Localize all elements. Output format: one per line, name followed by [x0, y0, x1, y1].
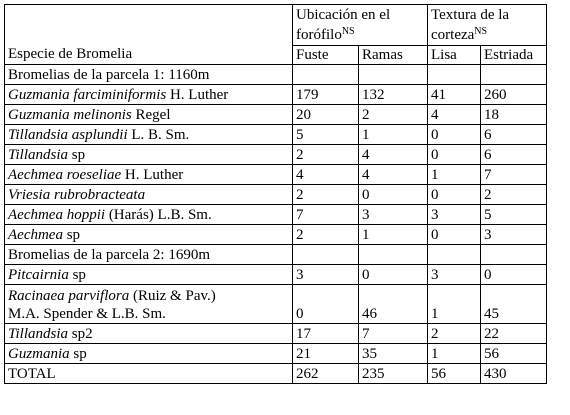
value-fuste: 20	[293, 105, 359, 125]
species-name-line1	[8, 287, 289, 305]
value-estriada: 0	[481, 265, 547, 285]
value-lisa: 0	[428, 145, 481, 165]
subcol-header-ramas: Ramas	[359, 46, 428, 65]
total-label: TOTAL	[5, 364, 293, 384]
species-name	[5, 225, 293, 245]
species-name-author: sp	[62, 227, 81, 243]
empty-cell	[359, 65, 428, 85]
table-row	[5, 185, 547, 205]
species-name	[5, 145, 293, 165]
table-row	[5, 105, 547, 125]
value-lisa: 3	[428, 265, 481, 285]
value-ramas: 46	[359, 285, 428, 324]
species-name-author: Regel	[131, 107, 171, 123]
species-name	[5, 205, 293, 225]
total-value-ramas: 235	[359, 364, 428, 384]
species-name	[5, 85, 293, 105]
value-ramas: 132	[359, 85, 428, 105]
value-ramas: 4	[359, 165, 428, 185]
subcol-header-estriada: Estriada	[481, 46, 547, 65]
value-ramas: 0	[359, 265, 428, 285]
empty-cell	[428, 245, 481, 265]
total-value-lisa: 56	[428, 364, 481, 384]
value-lisa: 0	[428, 225, 481, 245]
value-lisa: 4	[428, 105, 481, 125]
group-header-forofilo	[293, 5, 428, 46]
value-estriada: 2	[481, 185, 547, 205]
species-name-italic: Pitcairnia	[8, 267, 69, 283]
species-name-author: sp	[68, 267, 86, 283]
subcol-header-lisa: Lisa	[428, 46, 481, 65]
species-name	[5, 265, 293, 285]
species-name-italic: Guzmania melinonis	[8, 107, 132, 123]
value-ramas: 7	[359, 324, 428, 344]
value-estriada: 3	[481, 225, 547, 245]
value-fuste: 2	[293, 225, 359, 245]
species-name-author: sp	[68, 147, 86, 163]
species-name-italic: Aechmea	[8, 227, 63, 243]
value-lisa: 1	[428, 285, 481, 324]
table-row	[5, 205, 547, 225]
group-header-corteza	[428, 5, 547, 46]
species-name	[5, 324, 293, 344]
species-name-italic: Aechmea roeseliae	[8, 167, 122, 183]
table-row	[5, 265, 547, 285]
empty-cell	[481, 65, 547, 85]
species-name	[5, 344, 293, 364]
value-fuste: 7	[293, 205, 359, 225]
species-name	[5, 285, 293, 324]
value-fuste: 179	[293, 85, 359, 105]
value-fuste: 2	[293, 185, 359, 205]
value-fuste: 5	[293, 125, 359, 145]
value-lisa: 41	[428, 85, 481, 105]
value-estriada: 260	[481, 85, 547, 105]
species-name-italic: Guzmania	[8, 346, 70, 362]
value-estriada: 18	[481, 105, 547, 125]
subcol-header-fuste: Fuste	[293, 46, 359, 65]
species-name-italic: Tillandsia	[8, 147, 69, 163]
value-fuste: 4	[293, 165, 359, 185]
empty-cell	[428, 65, 481, 85]
species-name-author: (Ruiz & Pav.)	[129, 288, 216, 304]
species-name-line2: M.A. Spender & L.B. Sm.	[8, 306, 166, 322]
value-ramas: 35	[359, 344, 428, 364]
total-value-fuste: 262	[293, 364, 359, 384]
species-name	[5, 185, 293, 205]
table-row	[5, 125, 547, 145]
species-name-italic: Guzmania farciminiformis	[8, 87, 167, 103]
species-name-italic: Tillandsia	[8, 326, 69, 342]
value-ramas: 4	[359, 145, 428, 165]
value-ramas: 3	[359, 205, 428, 225]
species-name	[5, 125, 293, 145]
value-lisa: 1	[428, 344, 481, 364]
table-row	[5, 165, 547, 185]
species-name	[5, 165, 293, 185]
section-row-parcela-1-label: Bromelias de la parcela 1: 1160m	[5, 65, 293, 85]
species-name-author: H. Luther	[121, 167, 184, 183]
empty-cell	[293, 65, 359, 85]
value-fuste: 2	[293, 145, 359, 165]
value-estriada: 5	[481, 205, 547, 225]
value-estriada: 6	[481, 125, 547, 145]
value-lisa: 0	[428, 125, 481, 145]
species-name-italic: Vriesia rubrobracteata	[8, 187, 146, 203]
value-ramas: 1	[359, 225, 428, 245]
value-lisa: 2	[428, 324, 481, 344]
species-name-author: L. B. Sm.	[127, 127, 190, 143]
group-header-corteza-sup: NS	[474, 26, 488, 37]
value-ramas: 0	[359, 185, 428, 205]
value-estriada: 6	[481, 145, 547, 165]
table-row	[5, 225, 547, 245]
species-name-author: sp2	[68, 326, 93, 342]
group-header-corteza-title: Textura de la corteza	[431, 7, 510, 43]
section-row-parcela-1	[5, 65, 547, 85]
table-row	[5, 85, 547, 105]
value-fuste: 21	[293, 344, 359, 364]
bromelia-table-page	[4, 4, 546, 409]
species-name-author: sp	[69, 346, 87, 362]
empty-cell	[359, 245, 428, 265]
species-name-author: (Harás) L.B. Sm.	[105, 207, 212, 223]
bromelia-table	[4, 4, 547, 384]
value-fuste: 17	[293, 324, 359, 344]
value-lisa: 0	[428, 185, 481, 205]
empty-cell	[481, 245, 547, 265]
species-column-header	[5, 5, 293, 65]
species-name-italic: Tillandsia asplundii	[8, 127, 128, 143]
value-estriada: 45	[481, 285, 547, 324]
value-estriada: 7	[481, 165, 547, 185]
value-ramas: 2	[359, 105, 428, 125]
value-fuste: 0	[293, 285, 359, 324]
total-row	[5, 364, 547, 384]
value-ramas: 1	[359, 125, 428, 145]
value-lisa: 1	[428, 165, 481, 185]
table-row	[5, 145, 547, 165]
empty-cell	[293, 245, 359, 265]
species-column-header-text: Especie de Bromelia	[8, 46, 133, 62]
group-header-forofilo-sup: NS	[341, 26, 355, 37]
value-lisa: 3	[428, 205, 481, 225]
value-estriada: 56	[481, 344, 547, 364]
total-value-estriada: 430	[481, 364, 547, 384]
table-row	[5, 344, 547, 364]
species-name-italic: Aechmea hoppii	[8, 207, 106, 223]
section-row-parcela-2-label: Bromelias de la parcela 2: 1690m	[5, 245, 293, 265]
value-fuste: 3	[293, 265, 359, 285]
species-name-italic: Racinaea parviflora	[8, 288, 130, 304]
species-name-author: H. Luther	[166, 87, 229, 103]
value-estriada: 22	[481, 324, 547, 344]
section-row-parcela-2	[5, 245, 547, 265]
group-header-forofilo-title: Ubicación en el forófilo	[296, 7, 391, 43]
species-name	[5, 105, 293, 125]
table-row	[5, 285, 547, 324]
table-row	[5, 324, 547, 344]
